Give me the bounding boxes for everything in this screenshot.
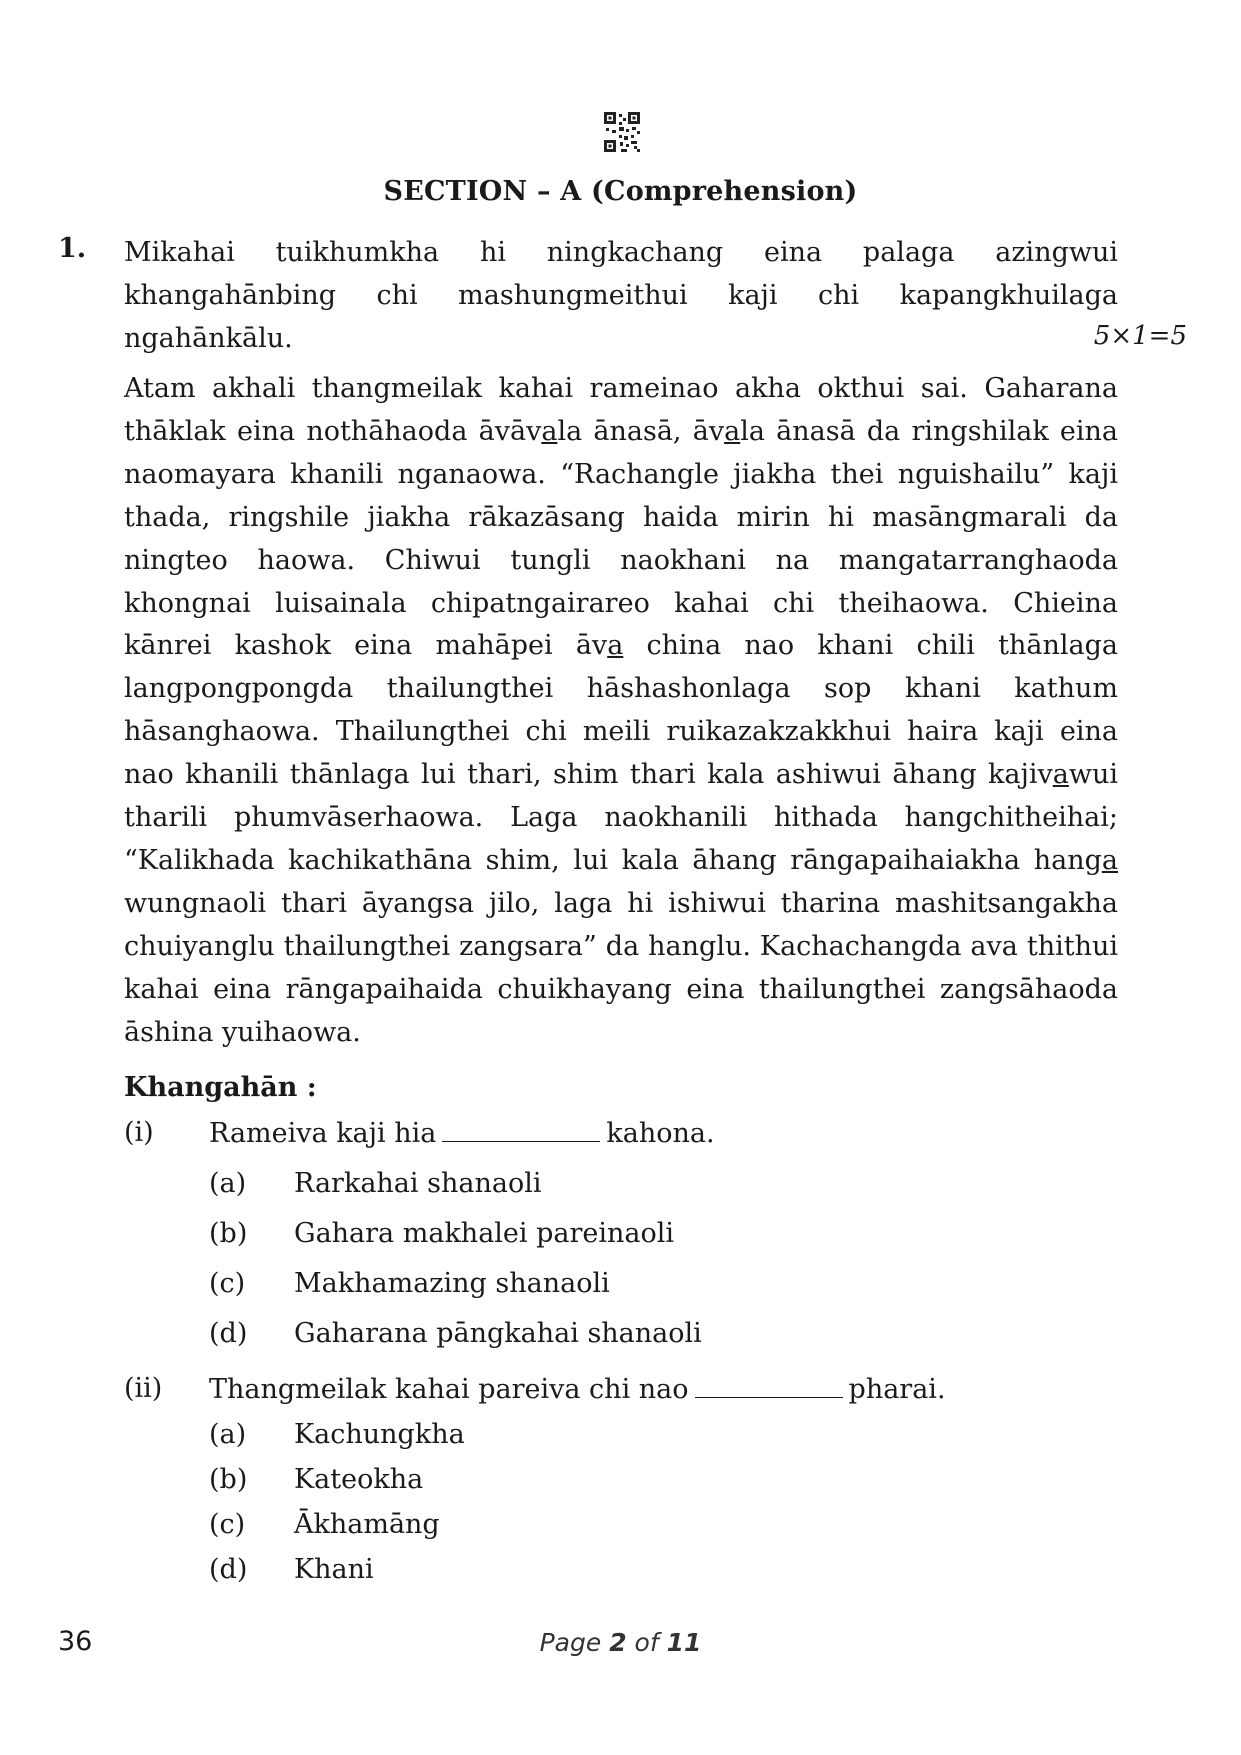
option-label: (d) [209,1554,248,1585]
question-number: 1. [58,233,87,264]
option-label: (a) [209,1168,247,1199]
option-label: (b) [209,1218,248,1249]
option-text: Rarkahai shanaoli [294,1168,542,1199]
option-label: (c) [209,1268,246,1299]
option-text: Makhamazing shanaoli [294,1268,610,1299]
option-label: (d) [209,1318,248,1349]
subquestion-label: (i) [124,1117,154,1148]
questions-heading: Khangahān : [124,1072,317,1103]
subquestion-text: Thangmeilak kahai pareiva chi nao pharai. [209,1374,946,1405]
option-label: (c) [209,1509,246,1540]
option-text: Kateokha [294,1464,424,1495]
comprehension-passage: Atam akhali thangmeilak kahai rameinao akha okthui sai. Gaharana thāklak eina nothāhaoda āvāvala ānasā, āvala ānasā da ringshilak eina naomayara khanili nganaowa. “Rachangle jiakha thei nguishailu” kaji thada, ringshile jiakha rākazāsang haida mirin hi masāngmarali da ningteo haowa. Chiwui tungli naokhani na mangatarranghaoda khongnai luisainala chipatngairareo kahai chi theihaowa. Chieina kānrei kashok eina mahāpei āva china nao khani chili thānlaga langpongpongda thailungthei hāshashonlaga sop khani kathum hāsanghaowa. Thailungthei chi meili ruikazakzakkhui haira kaji eina nao khanili thānlaga lui thari, shim thari kala ashiwui āhang kajivawui tharili phumvāserhaowa. Laga naokhanili hithada hangchitheihai; “Kalikhada kachikathāna shim, lui kala āhang rāngapaihaiakha hanga wungnaoli thari āyangsa jilo, laga hi ishiwui tharina mashitsangakha chuiyanglu thailungthei zangsara” da hanglu. Kachachangda ava thithui kahai eina rāngapaihaida chuikhayang eina thailungthei zangsāhaoda āshina yuihaowa. [124,373,1118,1048]
subquestion-text: Rameiva kaji hia kahona. [209,1118,715,1149]
option-label: (a) [209,1419,247,1450]
subquestion-label: (ii) [124,1373,163,1404]
option-text: Gaharana pāngkahai shanaoli [294,1318,702,1349]
answer-blank [442,1117,600,1142]
paper-code: 36 [58,1626,93,1657]
option-text: Gahara makhalei pareinaoli [294,1218,675,1249]
question-instruction: Mikahai tuikhumkha hi ningkachang eina palaga azingwui khangahānbing chi mashungmeithui kaji chi kapangkhuilaga ngahānkālu. [124,237,1118,354]
marks-allocation: 5×1=5 [1093,321,1187,351]
option-label: (b) [209,1464,248,1495]
page-indicator: Page 2 of 11 [539,1628,702,1657]
option-text: Ākhamāng [294,1509,440,1540]
option-text: Kachungkha [294,1419,465,1450]
section-title: SECTION – A (Comprehension) [383,176,858,207]
answer-blank [695,1373,843,1398]
option-text: Khani [294,1554,374,1585]
qr-code-icon [604,112,640,152]
